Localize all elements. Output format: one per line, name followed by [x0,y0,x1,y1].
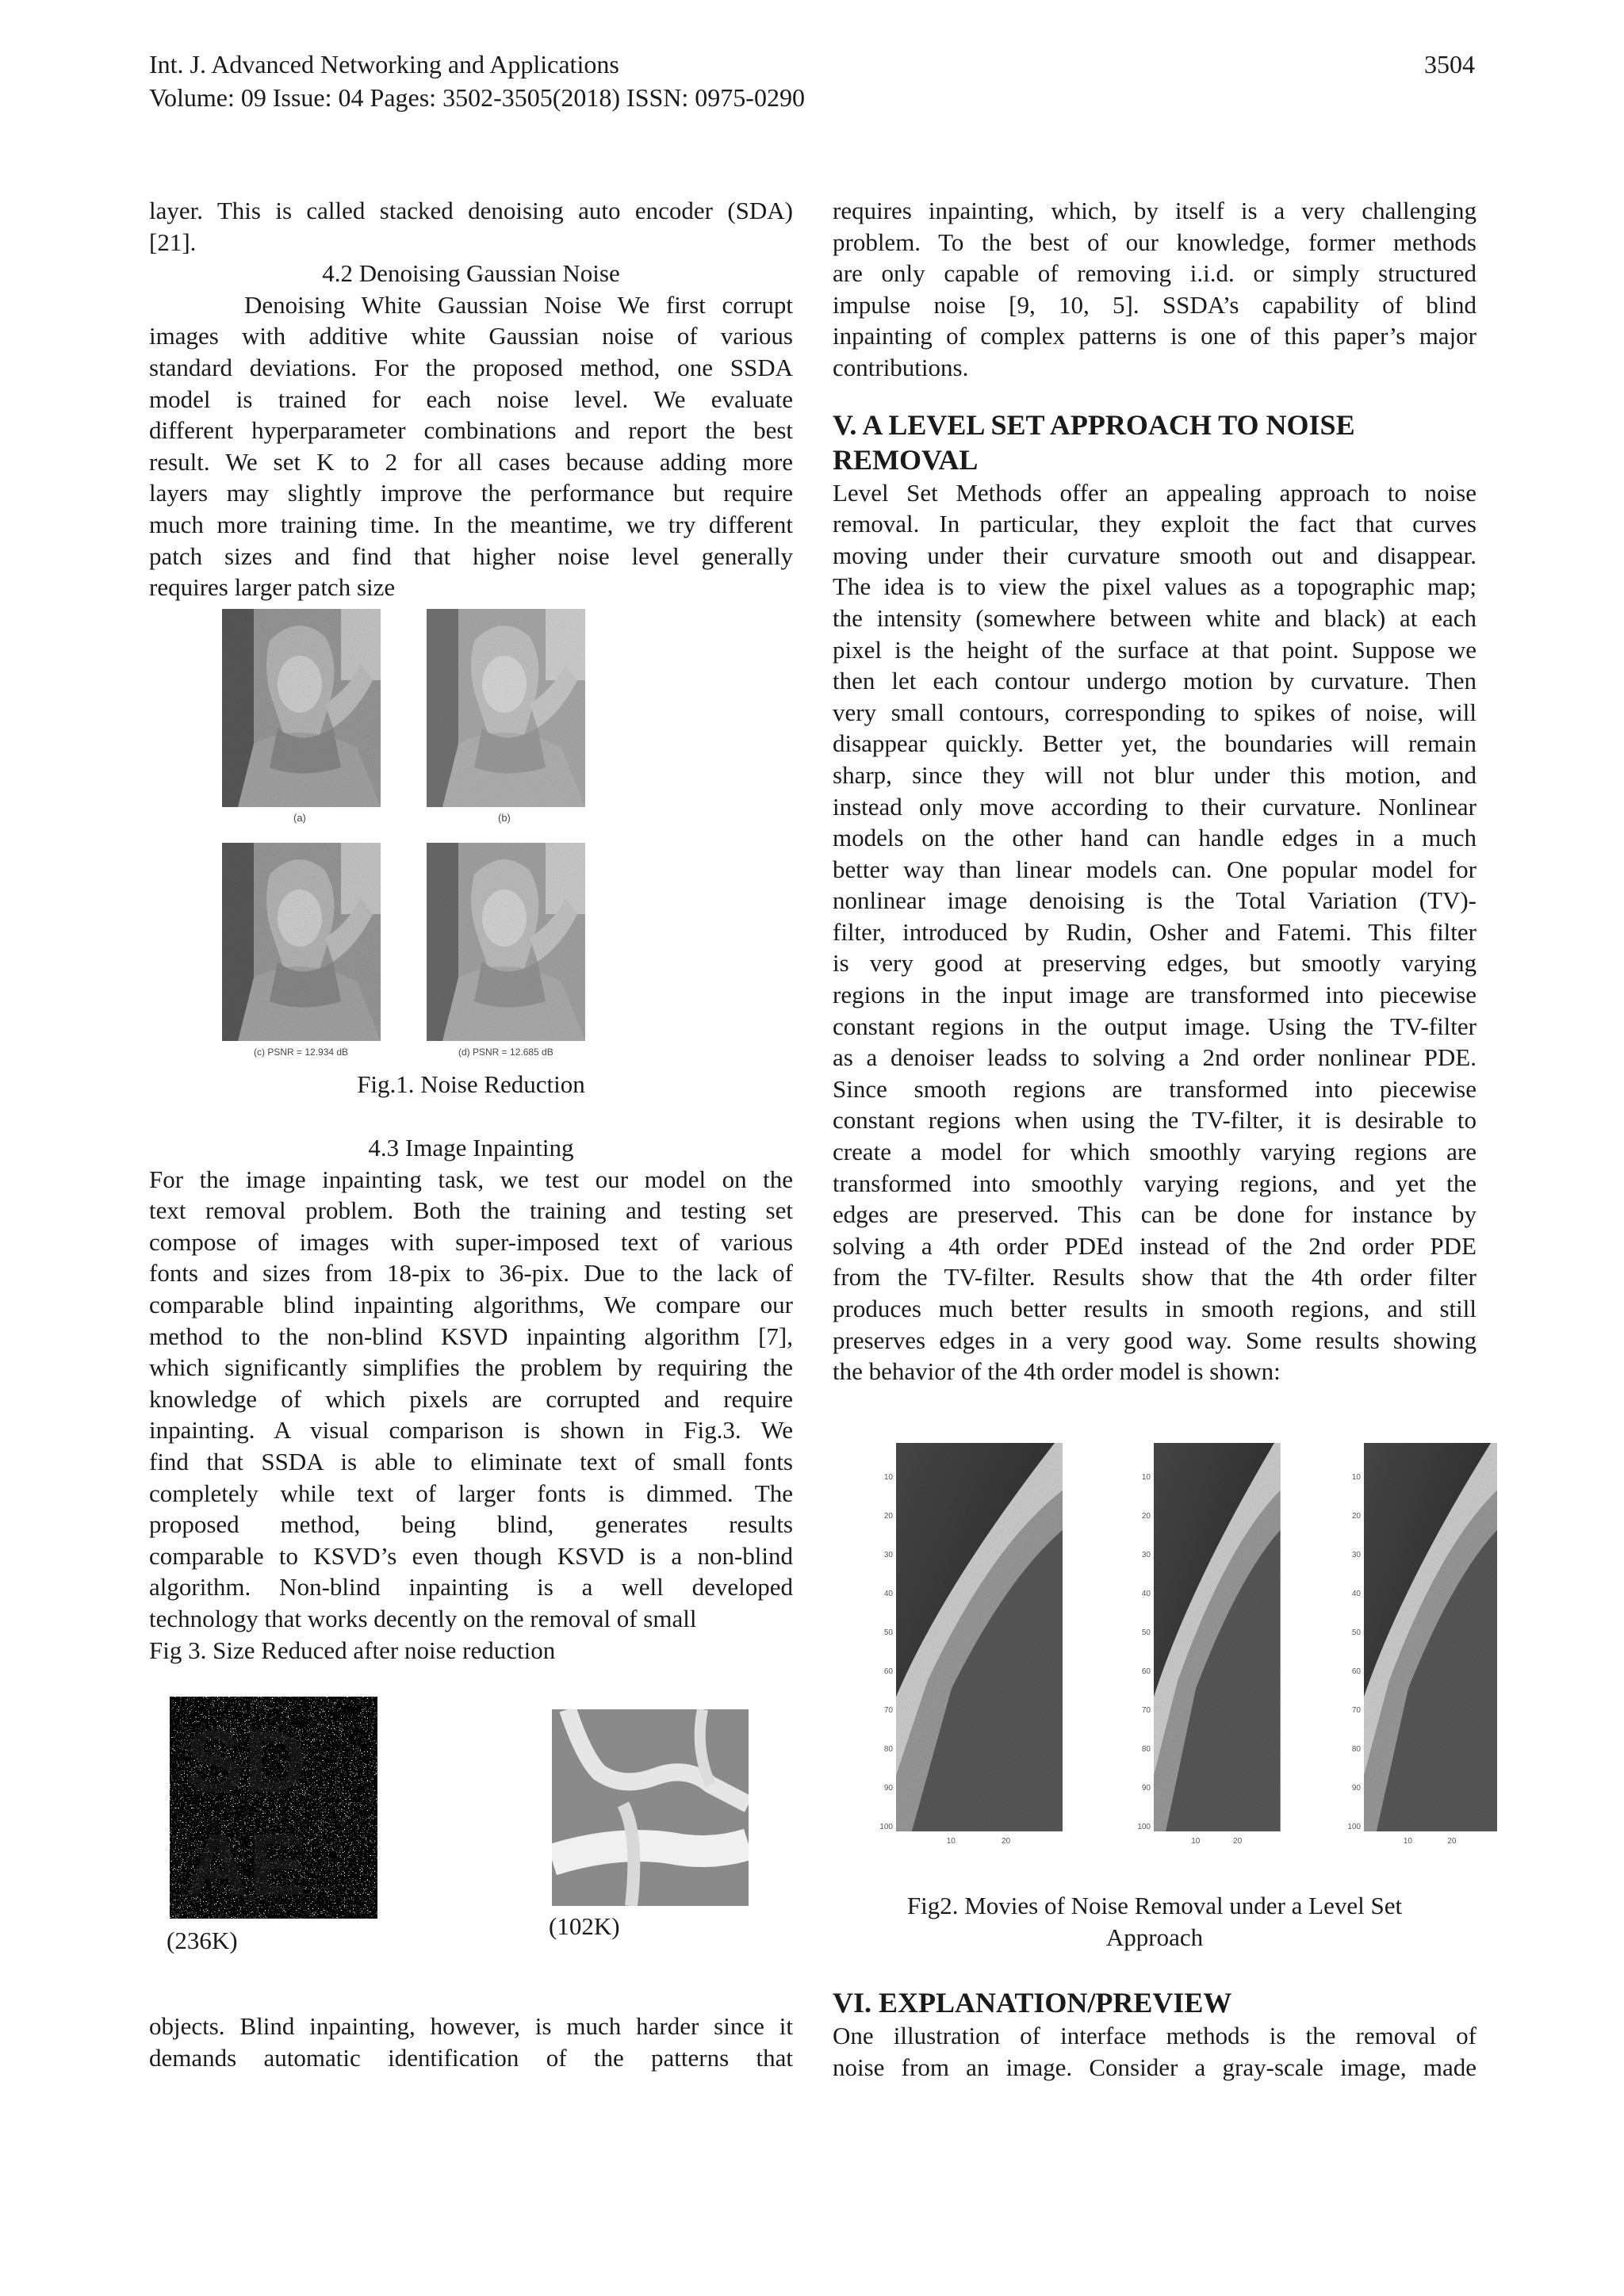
svg-text:AE: AE [186,1816,307,1914]
section-heading-5-cont: REMOVAL [833,443,979,476]
text-line: better way than linear models can. One popular model for [833,855,1477,883]
figure-1 [222,609,595,1069]
fig2-ytick-label: 50 [1141,1628,1151,1637]
text-line: Denoising White Gaussian Noise We first corrupt [244,290,793,319]
fig2-ytick-label: 40 [1351,1590,1361,1598]
text-line: text removal problem. Both the training and testing set [149,1196,793,1225]
text-line: filter, introduced by Rudin, Osher and Fatemi. This filter [833,917,1477,946]
text-line: nonlinear image denoising is the Total Variation (TV)- [833,886,1477,915]
text-line: very small contours, corresponding to spikes of noise, will [833,698,1477,726]
figure-1-caption: Fig.1. Noise Reduction [357,1070,585,1098]
text-line: moving under their curvature smooth out and disappear. [833,541,1477,569]
fig2-ytick-label: 20 [1141,1512,1151,1521]
fig2-xtick-label: 10 [946,1837,956,1846]
text-line: requires larger patch size [149,573,396,602]
section-heading-5: V. A LEVEL SET APPROACH TO NOISE [833,408,1355,441]
text-line: solving a 4th order PDEd instead of the 2nd order PDE [833,1231,1477,1260]
text-line: is very good at preserving edges, but smootly varying [833,949,1477,978]
fig2-ytick-label: 90 [1351,1784,1361,1793]
text-line: sharp, since they will not blur under this motion, and [833,760,1477,789]
fig2-ytick-label: 70 [883,1706,893,1715]
text-line: compose of images with super-imposed text of various [149,1227,793,1256]
text-line: produces much better results in smooth regions, and still [833,1295,1477,1322]
fig2-panel-3 [1364,1443,1497,1831]
fig2-ytick-label: 30 [1141,1551,1151,1559]
text-line: Level Set Methods offer an appealing approach to noise [833,478,1477,507]
text-line: method to the non-blind KSVD inpainting algorithm [7], [149,1322,793,1350]
text-line: the intensity (somewhere between white and black) at each [833,603,1477,632]
text-line: much more training time. In the meantime, we try different [149,510,793,538]
figure-2-image [872,1435,1499,1855]
text-line: technology that works decently on the removal of small [149,1604,697,1632]
text-line: edges are preserved. This can be done for instance by [833,1200,1477,1229]
text-line: find that SSDA is able to eliminate text of small fonts [149,1447,793,1475]
fig3-size-label-reduced: (102K) [549,1912,620,1940]
text-line: different hyperparameter combinations and report the best [149,416,793,445]
text-line: impulse noise [9, 10, 5]. SSDA’s capability of blind [833,290,1477,319]
fig2-ytick-label: 60 [1141,1667,1151,1676]
text-line: regions in the input image are transformed into piecewise [833,981,1477,1009]
text-line: result. We set K to 2 for all cases because adding more [149,447,793,476]
fig2-xtick-label: 20 [1447,1837,1457,1846]
fig2-ytick-label: 90 [1141,1784,1151,1793]
figure-2-caption-line-1: Fig2. Movies of Noise Removal under a Level Set [906,1892,1403,1919]
right-column-top [833,195,1477,1387]
section-heading-6: VI. EXPLANATION/PREVIEW [833,1987,1232,2019]
noisy-text-image [170,1697,377,1919]
page-number: 3504 [1424,50,1475,78]
text-line: Since smooth regions are transformed into piecewise [833,1074,1477,1103]
text-line: which significantly simplifies the problem by requiring the [149,1353,793,1382]
right-column-bottom [833,1985,1477,2083]
text-line: from the TV-filter. Results show that the 4th order filter [833,1263,1477,1292]
journal-volume: Volume: 09 Issue: 04 Pages: 3502-3505(2018) ISSN: 0975-0290 [149,83,805,112]
text-line: disappear quickly. Better yet, the boundaries will remain [833,729,1477,758]
figure-2 [872,1435,1499,1855]
fig2-ytick-label: 40 [1141,1590,1151,1598]
text-line: constant regions when using the TV-filter, it is desirable to [833,1106,1477,1135]
text-line: completely while text of larger fonts is dimmed. The [149,1479,793,1507]
svg-text:SD: SD [186,1713,307,1811]
fig2-ytick-label: 30 [1351,1551,1361,1559]
text-line: model is trained for each noise level. We evaluate [149,385,793,413]
text-line: inpainting. A visual comparison is shown in Fig.3. We [149,1416,793,1445]
text-line: fonts and sizes from 18-pix to 36-pix. Due to the lack of [149,1259,793,1288]
text-line: preserves edges in a very good way. Some results showing [833,1326,1477,1354]
text-line: algorithm. Non-blind inpainting is a well developed [149,1573,793,1601]
text-line: comparable to KSVD’s even though KSVD is a non-blind [149,1541,793,1570]
fig2-ytick-label: 20 [1351,1512,1361,1521]
fig2-ytick-label: 50 [1351,1628,1361,1637]
fig2-ytick-label: 90 [883,1784,893,1793]
text-line: are only capable of removing i.i.d. or simply structured [833,259,1477,288]
text-line: comparable blind inpainting algorithms, We compare our [149,1290,793,1318]
text-line: patch sizes and find that higher noise level generally [149,541,793,570]
text-line: then let each contour undergo motion by curvature. Then [833,667,1477,695]
figure-2-caption [833,1890,1477,1953]
fig2-xtick-label: 20 [1233,1837,1243,1846]
text-line: the behavior of the 4th order model is shown: [833,1357,1281,1386]
text-line: demands automatic identification of the patterns that [149,2043,793,2072]
text-line: constant regions in the output image. Using the TV-filter [833,1012,1477,1040]
text-line: models on the other hand can handle edges in a much [833,824,1477,852]
text-line: create a model for which smoothly varying regions are [833,1138,1477,1166]
subsection-heading-4-2: 4.2 Denoising Gaussian Noise [322,259,620,288]
fig2-xtick-label: 10 [1191,1837,1201,1846]
text-line: contributions. [833,353,969,381]
text-line: noise from an image. Consider a gray-scale image, made [833,2053,1477,2081]
figure-3-noisy-image [170,1697,377,1919]
text-line: as a denoiser leadss to solving a 2nd order nonlinear PDE. [833,1043,1477,1072]
text-line: layers may slightly improve the performance but require [149,479,793,507]
subsection-heading-4-3: 4.3 Image Inpainting [368,1134,574,1161]
text-line: proposed method, being blind, generates results [149,1510,793,1539]
text-line: transformed into smoothly varying regions, and yet the [833,1169,1477,1197]
fig2-ytick-label: 50 [883,1628,893,1637]
figure-3-caption: Fig 3. Size Reduced after noise reduction [149,1636,556,1664]
fig2-panel-1 [896,1443,1063,1831]
fig2-ytick-label: 10 [883,1473,893,1482]
figure-1-image [222,609,595,1069]
text-line: knowledge of which pixels are corrupted and require [149,1384,793,1413]
fig2-ytick-label: 60 [883,1667,893,1676]
fig2-ytick-label: 10 [1351,1473,1361,1482]
journal-title: Int. J. Advanced Networking and Applications [149,50,619,78]
fig2-ytick-label: 70 [1351,1706,1361,1715]
fig2-ytick-label: 40 [883,1590,893,1598]
text-line: layer. This is called stacked denoising auto encoder (SDA) [149,197,793,224]
fig2-ytick-label: 10 [1141,1473,1151,1482]
left-column-middle [149,1132,793,1666]
text-line: pixel is the height of the surface at that point. Suppose we [833,635,1477,664]
fig3-size-label-original: (236K) [167,1927,238,1954]
fig2-xtick-label: 10 [1403,1837,1413,1846]
text-line: objects. Blind inpainting, however, is much harder since it [149,2012,793,2040]
figure-3-restored-image [552,1709,749,1906]
fig2-ytick-label: 80 [1351,1745,1361,1754]
fig1-label-c: (c) PSNR = 12.934 dB [254,1047,349,1058]
text-line: One illustration of interface methods is the removal of [833,2022,1477,2049]
left-column-bottom [149,2011,793,2073]
text-line: removal. In particular, they exploit the fact that curves [833,510,1477,538]
fig2-ytick-label: 20 [883,1512,893,1521]
fig1-label-d: (d) PSNR = 12.685 dB [458,1047,553,1058]
fig2-ytick-label: 80 [883,1745,893,1754]
figure-2-caption-line-2: Approach [1105,1923,1204,1951]
text-line: The idea is to view the pixel values as a topographic map; [833,572,1477,601]
fig1-label-a: (a) [293,812,306,824]
left-column-top [149,195,793,603]
text-line: problem. To the best of our knowledge, former methods [833,228,1477,256]
fig2-ytick-label: 100 [879,1823,893,1831]
fig2-ytick-label: 80 [1141,1745,1151,1754]
fig2-ytick-label: 100 [1347,1823,1361,1831]
fig2-xtick-label: 20 [1002,1837,1011,1846]
fig2-ytick-label: 70 [1141,1706,1151,1715]
text-line: requires inpainting, which, by itself is a very challenging [833,197,1477,224]
text-line: images with additive white Gaussian noise of various [149,322,793,350]
text-line: For the image inpainting task, we test our model on the [149,1165,793,1193]
text-line: standard deviations. For the proposed method, one SSDA [149,353,793,381]
fig2-ytick-label: 100 [1137,1823,1151,1831]
fig2-ytick-label: 60 [1351,1667,1361,1676]
restored-image [552,1709,749,1906]
fig1-label-b: (b) [498,812,511,824]
text-line: instead only move according to their curvature. Nonlinear [833,792,1477,821]
text-line: inpainting of complex patterns is one of this paper’s major [833,322,1477,350]
fig2-panel-2 [1154,1443,1281,1831]
text-line: [21]. [149,228,197,256]
fig2-ytick-label: 30 [883,1551,893,1559]
